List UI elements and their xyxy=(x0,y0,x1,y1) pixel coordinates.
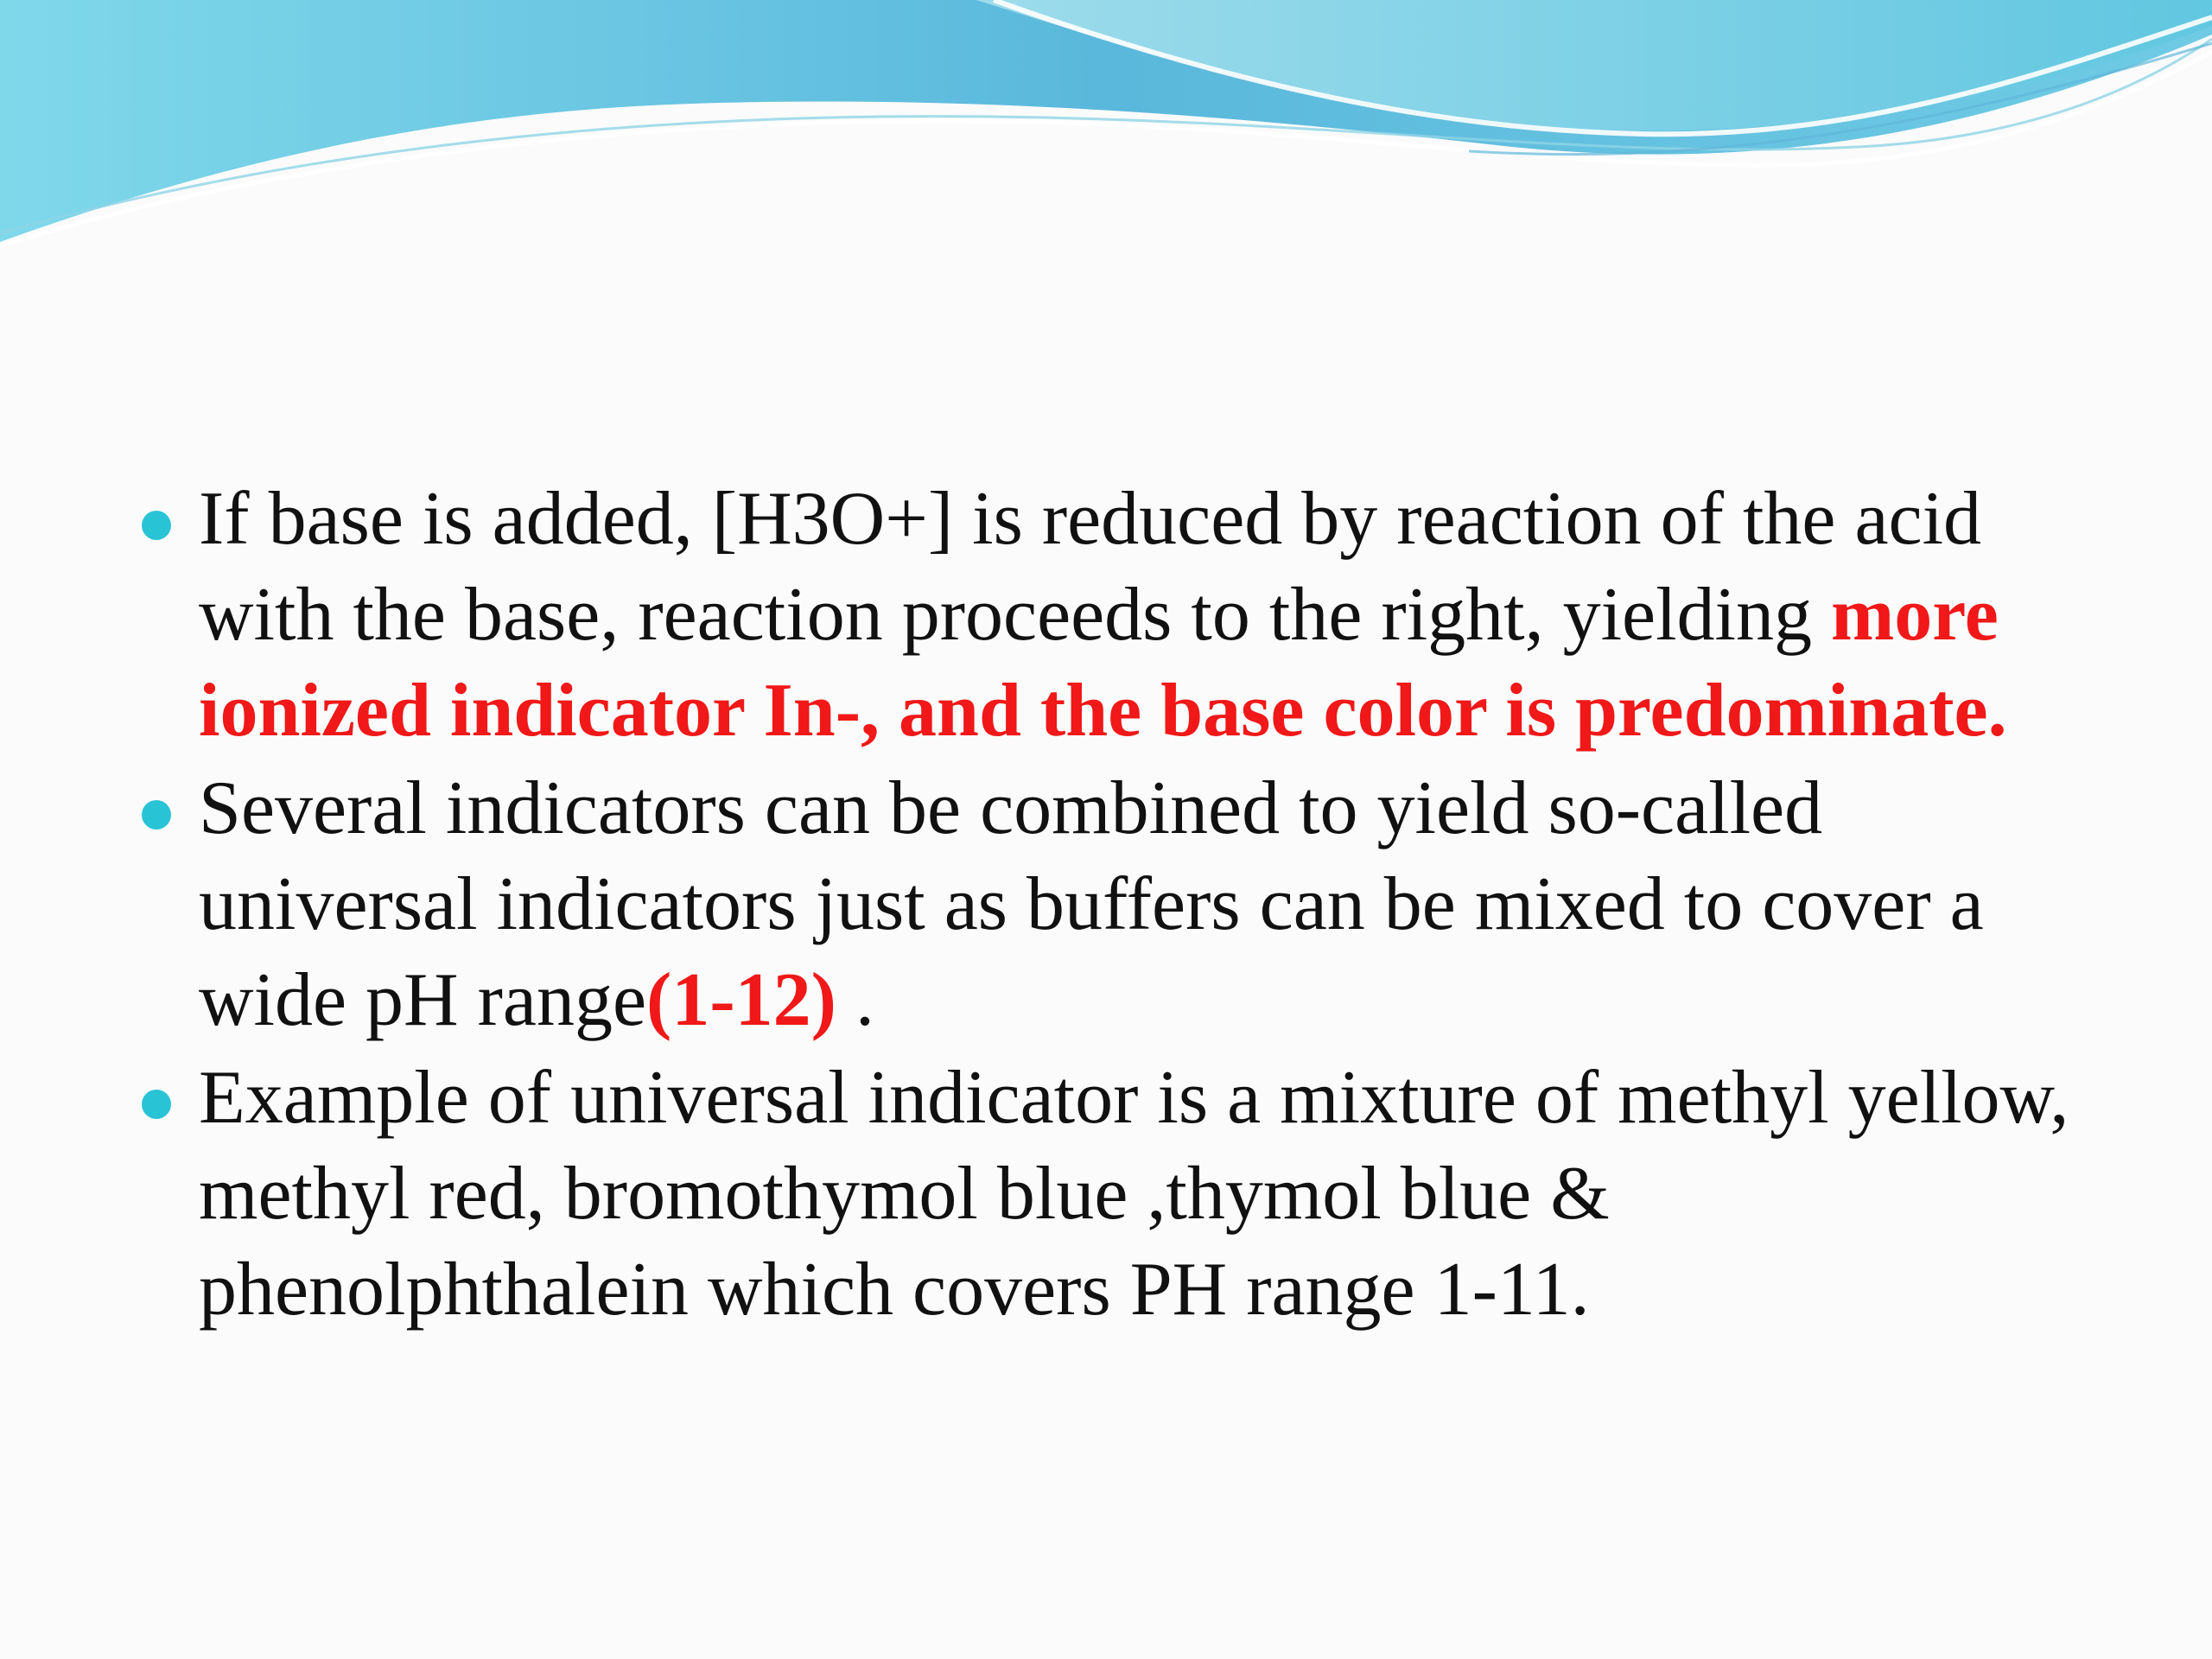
bullet-text: Example of universal indicator is a mixture of methyl yellow, methyl red, bromothymol blue ,thymol blue & phenolphthalein which covers PH range 1-11. xyxy=(199,1056,2069,1332)
bullet-text: If base is added, [H3O+] is reduced by reaction of the acid with the base, reaction proceeds to the right, yielding xyxy=(199,477,1982,657)
bullet-text: Several indicators can be combined to yield so-called universal indicators just as buffers can be mixed to cover a wide pH range xyxy=(199,766,1984,1042)
bullet-dot-icon xyxy=(142,1090,171,1119)
highlighted-text: more ionized indicator In-, and the base color is predominate. xyxy=(199,573,2007,753)
bullet-dot-icon xyxy=(142,800,171,830)
bullet-dot-icon xyxy=(142,511,171,540)
bullet-tail-text: . xyxy=(836,958,874,1042)
bullet-item-2 xyxy=(0,760,2082,1048)
header-wave-decoration xyxy=(0,0,2212,259)
bullet-item-3 xyxy=(0,1050,2082,1338)
bullet-list xyxy=(0,471,2212,1339)
highlighted-text: (1-12) xyxy=(646,958,836,1042)
bullet-item-1 xyxy=(0,471,2082,759)
